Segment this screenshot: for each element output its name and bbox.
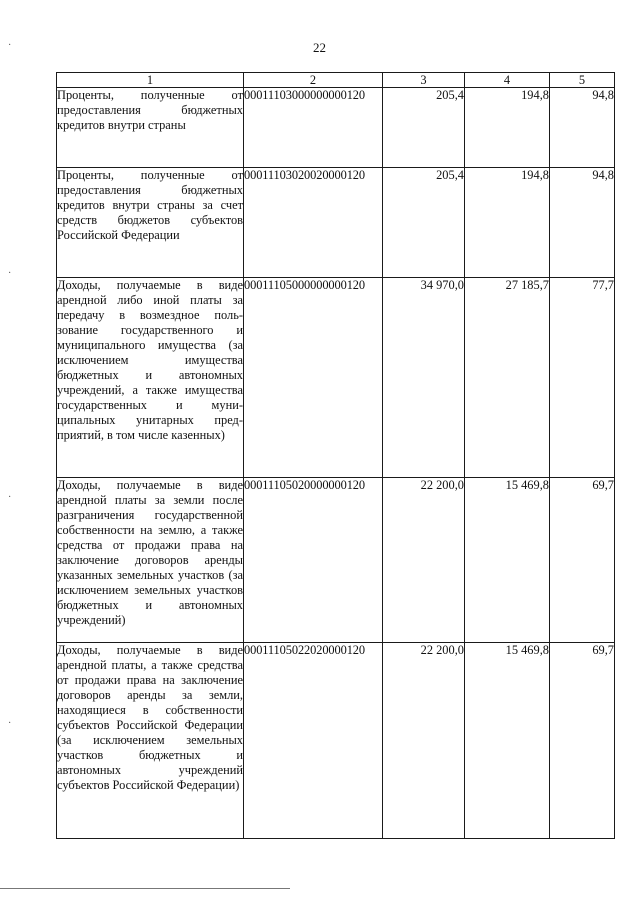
scan-mark: · [8, 40, 12, 51]
page-number: 22 [313, 40, 326, 55]
column-header: 2 [244, 73, 383, 88]
budget-classification-code: 00011105020000000120 [244, 478, 383, 643]
value-col3: 22 200,0 [383, 478, 465, 643]
value-col4: 27 185,7 [465, 278, 550, 478]
value-col5: 69,7 [550, 643, 615, 839]
scan-mark: · [8, 718, 12, 729]
value-col5: 94,8 [550, 88, 615, 168]
table-row [57, 643, 615, 839]
income-description: Доходы, получаемые в виде арендной либо иной платы за передачу в возмездное пользование государственного и муниципального имущества (за исключением имущества бюджетных и автономных учреждений, а также имущества государственных и муниципальных унитарных предприятий, в том числе казенных) [57, 278, 244, 478]
value-col4: 15 469,8 [465, 643, 550, 839]
column-header: 5 [550, 73, 615, 88]
scan-edge-line [0, 888, 290, 889]
value-col5: 94,8 [550, 168, 615, 278]
column-header: 4 [465, 73, 550, 88]
budget-classification-code: 00011105022020000120 [244, 643, 383, 839]
value-col5: 69,7 [550, 478, 615, 643]
value-col3: 34 970,0 [383, 278, 465, 478]
column-header: 1 [57, 73, 244, 88]
table-header-row [57, 73, 615, 88]
revenue-table [56, 72, 615, 839]
table-row [57, 278, 615, 478]
income-description: Доходы, получаемые в виде арендной платы, а также средства от продажи права на заключение договоров аренды за земли, находящиеся в собственности субъектов Российской Федерации (за исключением земельных участков бюджетных и автономных учреждений субъектов Российской Федерации) [57, 643, 244, 839]
value-col3: 22 200,0 [383, 643, 465, 839]
income-description: Проценты, полученные от предоставления бюджетных кредитов внутри страны [57, 88, 244, 168]
value-col4: 15 469,8 [465, 478, 550, 643]
budget-classification-code: 00011105000000000120 [244, 278, 383, 478]
table-row [57, 88, 615, 168]
value-col5: 77,7 [550, 278, 615, 478]
value-col4: 194,8 [465, 88, 550, 168]
income-description: Проценты, полученные от предоставления бюджетных кредитов внутри страны за счет средств бюджетов субъектов Российской Федерации [57, 168, 244, 278]
column-header: 3 [383, 73, 465, 88]
budget-classification-code: 00011103020020000120 [244, 168, 383, 278]
value-col4: 194,8 [465, 168, 550, 278]
table-row [57, 478, 615, 643]
budget-classification-code: 00011103000000000120 [244, 88, 383, 168]
value-col3: 205,4 [383, 168, 465, 278]
income-description: Доходы, получаемые в виде арендной платы за земли после разграничения государственной собственности на землю, а также средства от продажи права на заключение договоров аренды указанных земельных участков (за исключением земельных участков бюджетных и автономных учреждений) [57, 478, 244, 643]
scan-mark: · [8, 268, 12, 279]
scan-mark: · [8, 492, 12, 503]
table-row [57, 168, 615, 278]
value-col3: 205,4 [383, 88, 465, 168]
